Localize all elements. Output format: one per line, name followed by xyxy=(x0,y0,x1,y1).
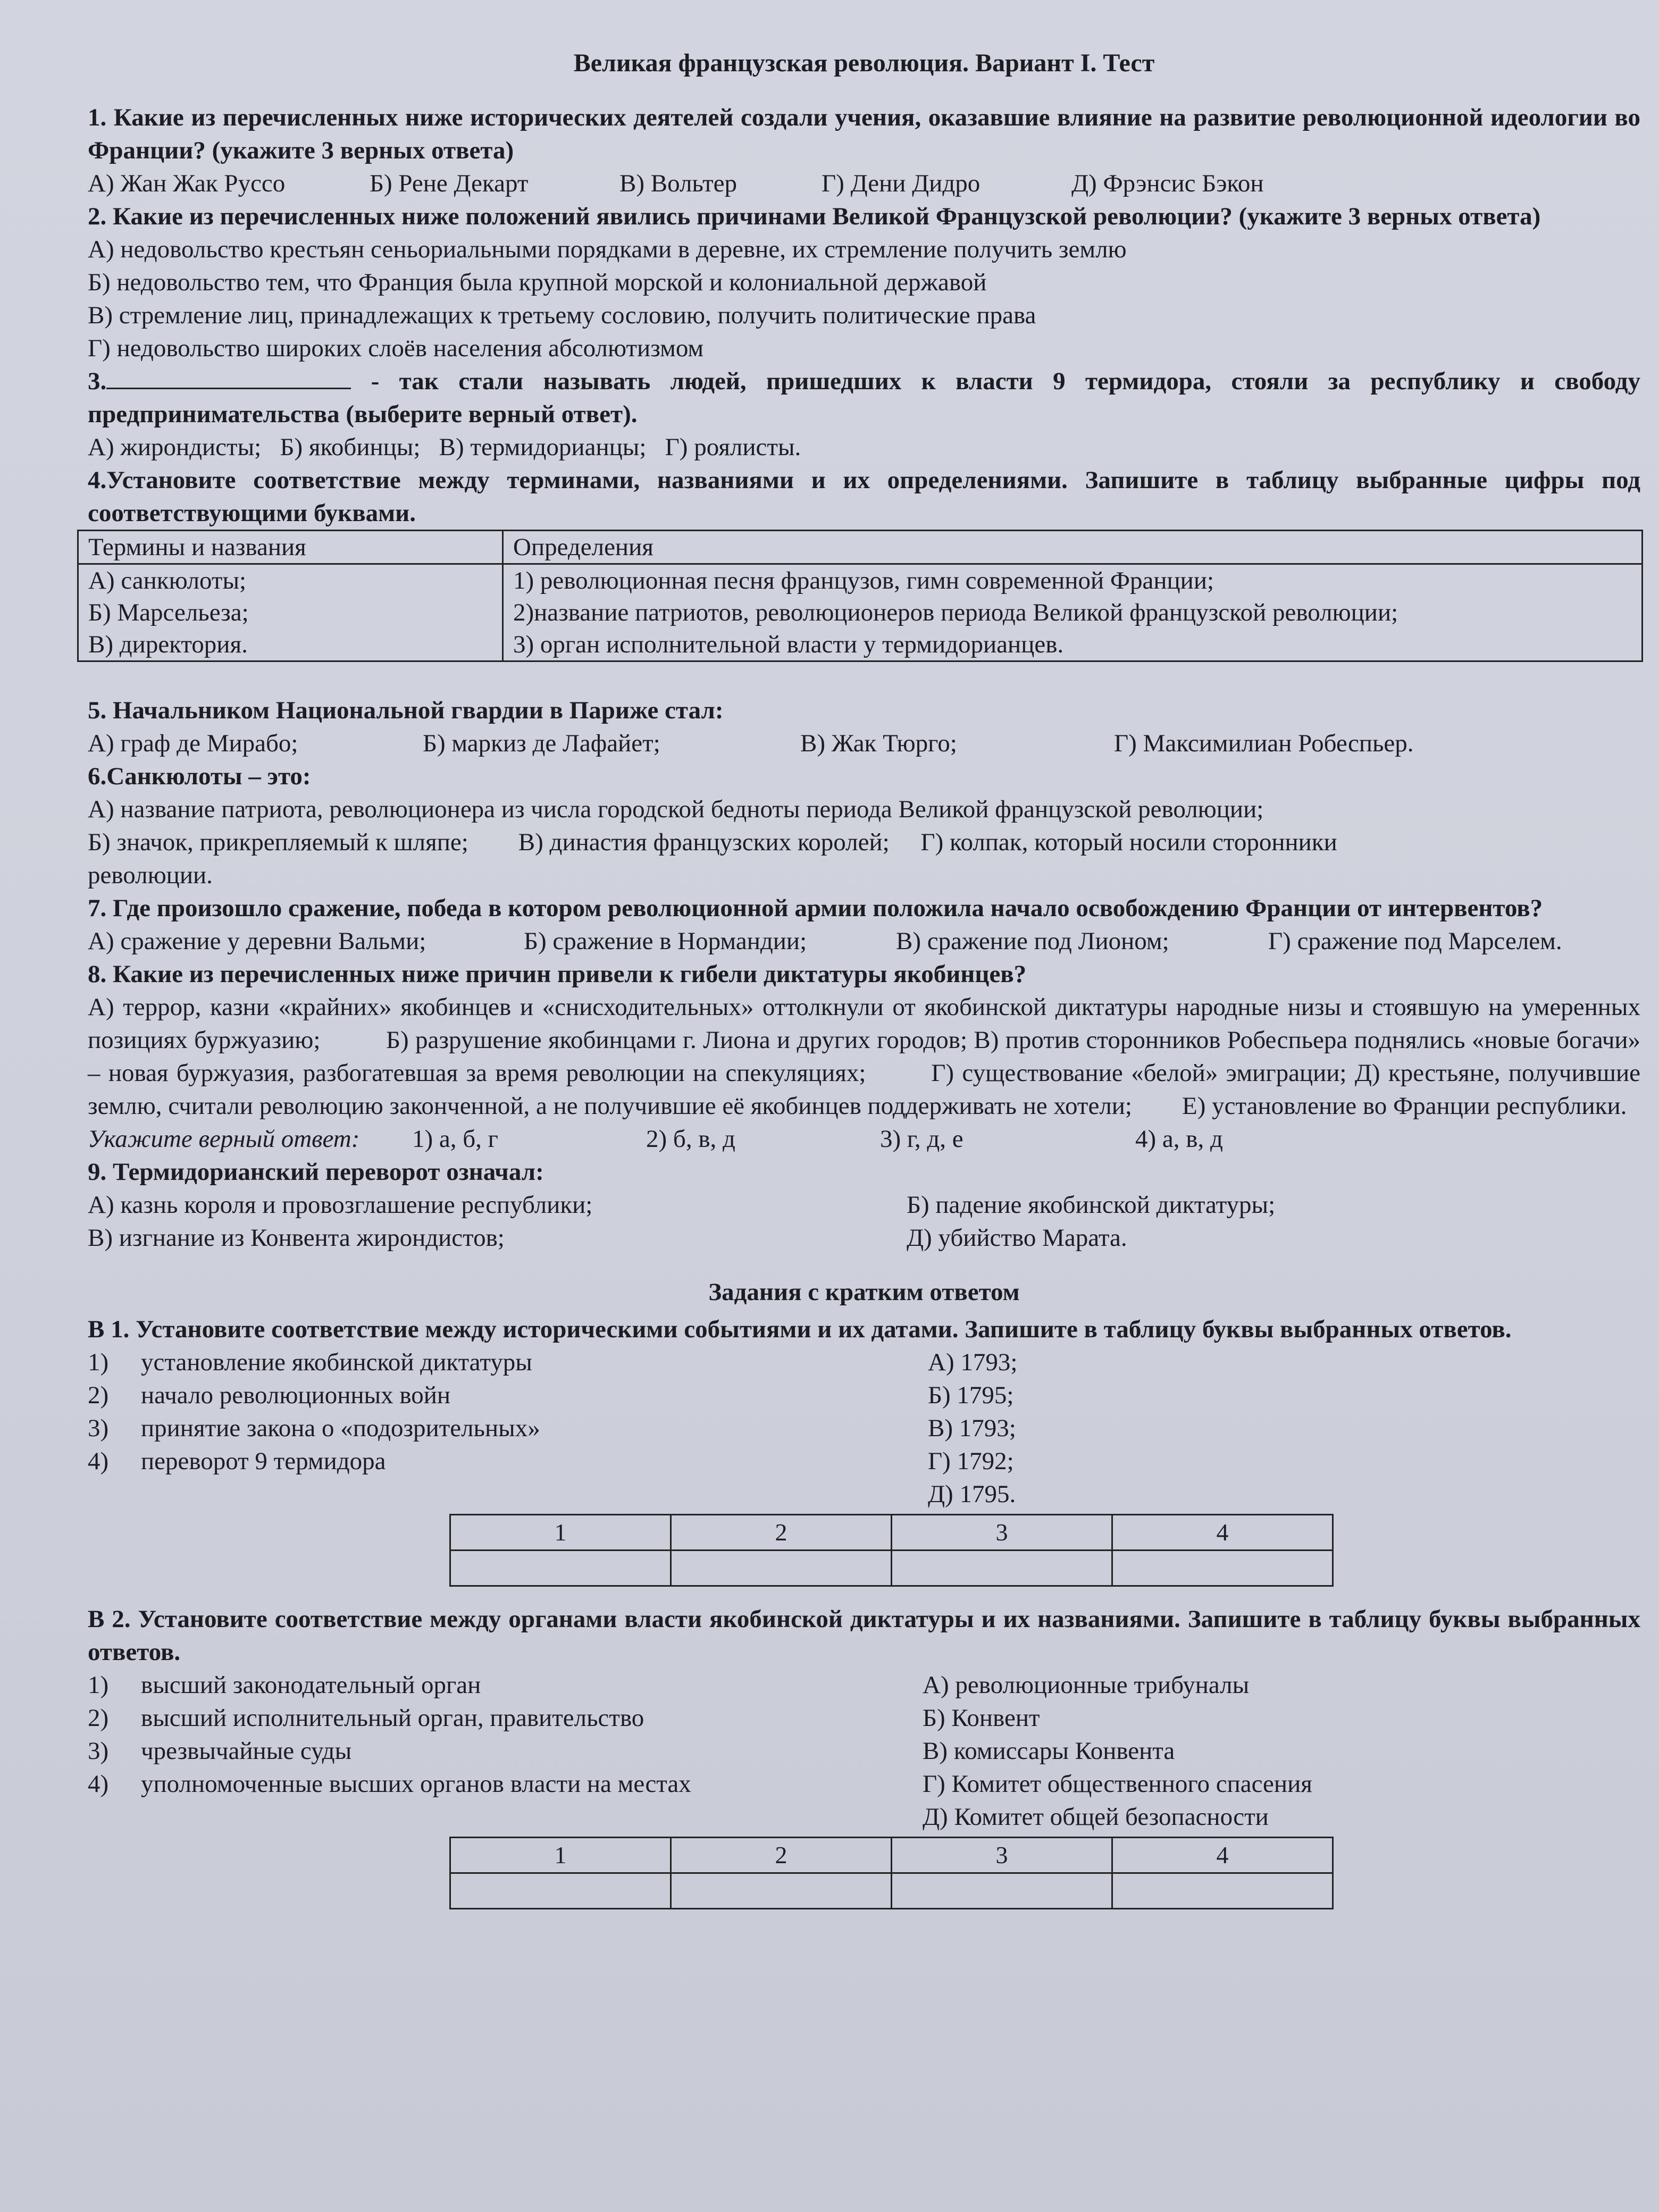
answer-option: Б) Конвент xyxy=(923,1704,1040,1732)
answer-cell[interactable] xyxy=(1112,1551,1333,1586)
answer-prompt: Укажите верный ответ: xyxy=(88,1125,360,1153)
definition: 3) орган исполнительной власти у термидорианцев. xyxy=(513,631,1064,658)
option: Д) убийство Марата. xyxy=(907,1224,1127,1252)
term: Б) Марсельеза; xyxy=(88,599,249,626)
answer-cell[interactable] xyxy=(450,1873,671,1909)
term: В) директория. xyxy=(88,631,248,658)
answer-option: А) 1793; xyxy=(928,1348,1018,1376)
b1-answer-table xyxy=(449,1514,1334,1587)
table-header: 3 xyxy=(892,1838,1112,1873)
option: А) казнь короля и провозглашение республики; xyxy=(88,1191,593,1219)
option: 4) а, в, д xyxy=(1135,1125,1223,1153)
table-header: 1 xyxy=(450,1838,671,1873)
list-item: 2) высший исполнительный орган, правительство xyxy=(88,1704,644,1732)
option: Б) падение якобинской диктатуры; xyxy=(907,1191,1276,1219)
list-item: 4) переворот 9 термидора xyxy=(88,1447,386,1475)
question-8: 8. Какие из перечисленных ниже причин привели к гибели диктатуры якобинцев? xyxy=(88,960,1027,988)
option: революции. xyxy=(88,861,213,889)
table-header: Определения xyxy=(503,531,1643,564)
page-title: Великая французская революция. Вариант I. Тест xyxy=(573,49,1155,77)
list-item: 3) принятие закона о «подозрительных» xyxy=(88,1414,540,1442)
option: Б) значок, прикрепляемый к шляпе; В) династия французских королей; Г) колпак, который носили сторонники xyxy=(88,828,1337,856)
answer-cell[interactable] xyxy=(892,1873,1112,1909)
question-7: 7. Где произошло сражение, победа в котором революционной армии положила начало освобождению Франции от интервентов? xyxy=(88,894,1543,922)
question-9-options xyxy=(88,1188,1640,1254)
table-header: 2 xyxy=(671,1515,892,1551)
question-6: 6.Санкюлоты – это: xyxy=(88,763,311,790)
question-3 xyxy=(88,365,1640,431)
option: В) Жак Тюрго; xyxy=(800,730,957,757)
question-8-answers xyxy=(88,1122,1640,1155)
section-title: Задания с кратким ответом xyxy=(708,1278,1020,1306)
test-content xyxy=(88,37,1647,1909)
option: 2) б, в, д xyxy=(646,1125,735,1153)
question-1: 1. Какие из перечисленных ниже исторических деятелей создали учения, оказавшие влияние на развитие революционной идеологии во Франции? (укажите 3 верных ответа) xyxy=(88,104,1640,164)
option: Г) недовольство широких слоёв населения абсолютизмом xyxy=(88,334,704,362)
answer-option: Б) 1795; xyxy=(928,1381,1014,1409)
answer-option: Г) 1792; xyxy=(928,1447,1014,1475)
question-number: 3. xyxy=(88,367,107,395)
question-3-options: А) жирондисты; Б) якобинцы; В) термидорианцы; Г) роялисты. xyxy=(88,433,801,461)
task-b1-matching xyxy=(88,1346,1640,1511)
definition: 2)название патриотов, революционеров периода Великой французской революции; xyxy=(513,599,1398,626)
list-item: 3) чрезвычайные суды xyxy=(88,1737,352,1765)
answer-option: Д) 1795. xyxy=(928,1480,1016,1508)
answer-cell[interactable] xyxy=(671,1551,892,1586)
question-3-text: - так стали называть людей, пришедших к власти 9 термидора, стояли за республику и свободу предпринимательства (выберите верный ответ). xyxy=(88,367,1640,428)
option: Б) сражение в Нормандии; xyxy=(524,927,807,955)
question-5: 5. Начальником Национальной гвардии в Париже стал: xyxy=(88,697,724,724)
term: А) санкюлоты; xyxy=(88,567,247,594)
answer-cell[interactable] xyxy=(671,1873,892,1909)
question-1-options xyxy=(88,167,1640,200)
option: В) Вольтер xyxy=(619,170,737,197)
option: А) сражение у деревни Вальми; xyxy=(88,927,426,955)
answer-blank xyxy=(106,366,351,389)
option: А) название патриота, революционера из числа городской бедноты периода Великой французской революции; xyxy=(88,795,1264,823)
question-9: 9. Термидорианский переворот означал: xyxy=(88,1158,544,1186)
option: А) Жан Жак Руссо xyxy=(88,170,286,197)
option: В) стремление лиц, принадлежащих к третьему сословию, получить политические права xyxy=(88,301,1036,329)
option: Г) Максимилиан Робеспьер. xyxy=(1114,730,1414,757)
table-header: 4 xyxy=(1112,1838,1333,1873)
answer-option: Г) Комитет общественного спасения xyxy=(923,1770,1312,1798)
question-2: 2. Какие из перечисленных ниже положений явились причинами Великой Французской революции? (укажите 3 верных ответа) xyxy=(88,203,1541,230)
table-header: 3 xyxy=(892,1515,1112,1551)
option: 1) а, б, г xyxy=(412,1125,498,1153)
option: Д) Фрэнсис Бэкон xyxy=(1071,170,1264,197)
option: А) граф де Мирабо; xyxy=(88,730,298,757)
definition: 1) революционная песня французов, гимн современной Франции; xyxy=(513,567,1214,594)
list-item: 4) уполномоченные высших органов власти на местах xyxy=(88,1770,691,1798)
option: Б) маркиз де Лафайет; xyxy=(423,730,660,757)
question-8-body: А) террор, казни «крайних» якобинцев и «снисходительных» оттолкнули от якобинской диктатуры народные низы и стоявшую на умеренных позициях буржуазию; Б) разрушение якобинцами г. Лиона и других городов; В) против сторонников Робеспьера поднялись «новые богачи» – новая буржуазия, разбогатевшая за время революции на спекуляциях; Г) существование «белой» эмиграции; Д) крестьяне, получившие землю, считали революцию законченной, а не получившие её якобинцев поддерживать не хотели; Е) установление во Франции республики. xyxy=(88,993,1647,1120)
option: В) сражение под Лионом; xyxy=(896,927,1169,955)
answer-cell[interactable] xyxy=(450,1551,671,1586)
task-b2: В 2. Установите соответствие между органами власти якобинской диктатуры и их названиями. Запишите в таблицу буквы выбранных ответов. xyxy=(88,1605,1640,1666)
option: А) недовольство крестьян сеньориальными порядками в деревне, их стремление получить землю xyxy=(88,236,1127,263)
option: Б) недовольство тем, что Франция была крупной морской и колониальной державой xyxy=(88,269,987,296)
question-5-options xyxy=(88,727,1640,760)
option: Б) Рене Декарт xyxy=(370,170,529,197)
answer-option: В) 1793; xyxy=(928,1414,1016,1442)
table-header: 4 xyxy=(1112,1515,1333,1551)
question-7-options xyxy=(88,925,1640,958)
answer-cell[interactable] xyxy=(1112,1873,1333,1909)
option: 3) г, д, е xyxy=(880,1125,963,1153)
table-header: 1 xyxy=(450,1515,671,1551)
table-header: 2 xyxy=(671,1838,892,1873)
option: Г) сражение под Марселем. xyxy=(1268,927,1562,955)
list-item: 1) установление якобинской диктатуры xyxy=(88,1348,532,1376)
definitions-table xyxy=(77,530,1643,662)
option: Г) Дени Дидро xyxy=(822,170,981,197)
answer-option: А) революционные трибуналы xyxy=(923,1671,1250,1699)
table-row xyxy=(78,564,1643,661)
question-4: 4.Установите соответствие между терминами, названиями и их определениями. Запишите в таблицу выбранные цифры под соответствующими буквами. xyxy=(88,466,1640,527)
task-b2-matching xyxy=(88,1669,1640,1833)
option: В) изгнание из Конвента жирондистов; xyxy=(88,1224,505,1252)
answer-cell[interactable] xyxy=(892,1551,1112,1586)
b2-answer-table xyxy=(449,1837,1334,1909)
list-item: 2) начало революционных войн xyxy=(88,1381,451,1409)
list-item: 1) высший законодательный орган xyxy=(88,1671,481,1699)
answer-option: В) комиссары Конвента xyxy=(923,1737,1175,1765)
task-b1: В 1. Установите соответствие между историческими событиями и их датами. Запишите в таблицу буквы выбранных ответов. xyxy=(88,1316,1512,1343)
answer-option: Д) Комитет общей безопасности xyxy=(923,1803,1269,1831)
table-header: Термины и названия xyxy=(78,531,503,564)
